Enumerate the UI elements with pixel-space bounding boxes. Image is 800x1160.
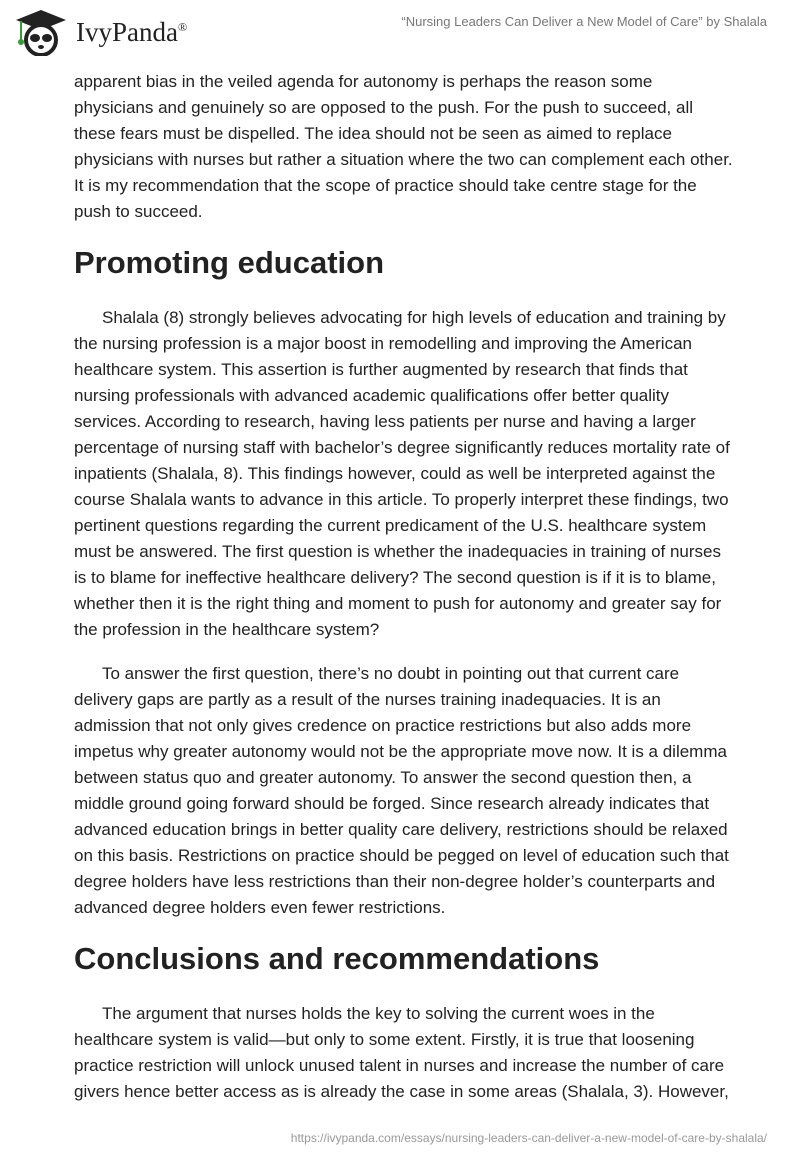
document-title: “Nursing Leaders Can Deliver a New Model of Care” by Shalala [401,14,767,29]
section-heading-conclusions: Conclusions and recommendations [74,941,600,976]
paragraph: The argument that nurses holds the key to solving the current woes in the healthcare system is valid—but only to some extent. Firstly, it is true that loosening practice restriction will unlock unused talent in nurses and increase the number of care givers hence better access as is already the case in some areas (Shalala, 3). However, [74,1004,729,1101]
paragraph: apparent bias in the veiled agenda for autonomy is perhaps the reason some physicians and genuinely so are opposed to the push. For the push to succeed, all these fears must be dispelled. The idea should not be seen as aimed to replace physicians with nurses but rather a situation where the two can complement each other. It is my recommendation that the scope of practice should take centre stage for the push to succeed. [74,72,733,221]
panda-graduate-icon [12,8,70,56]
paragraph: To answer the first question, there’s no doubt in pointing out that current care delivery gaps are partly as a result of the nurses training inadequacies. It is an admission that not only gives credence on practice restrictions but also adds more impetus why greater autonomy would not be the appropriate move now. It is a dilemma between status quo and greater autonomy. To answer the second question then, a middle ground going forward should be forged. Since research already indicates that advanced education brings in better quality care delivery, restrictions should be relaxed on this basis. Restrictions on practice should be pegged on level of education such that degree holders have less restrictions than their non-degree holder’s counterparts and advanced degree holders even fewer restrictions. [74,664,729,917]
essay-body [74,69,734,1123]
paragraph: Shalala (8) strongly believes advocating for high levels of education and training by the nursing profession is a major boost in remodelling and improving the American healthcare system. This assertion is further augmented by research that finds that nursing professionals with advanced academic qualifications offer better quality services. According to research, having less patients per nurse and having a larger percentage of nursing staff with bachelor’s degree significantly reduces mortality rate of inpatients (Shalala, 8). This findings however, could as well be interpreted against the course Shalala wants to advance in this article. To properly interpret these findings, two pertinent questions regarding the current predicament of the U.S. healthcare system must be answered. The first question is whether the inadequacies in training of nurses is to blame for ineffective healthcare delivery? The second question is if it is to blame, whether then it is the right thing and moment to push for autonomy and greater say for the profession in the healthcare system? [74,308,730,639]
ivypanda-logo[interactable] [12,8,187,56]
source-url[interactable]: https://ivypanda.com/essays/nursing-leaders-can-deliver-a-new-model-of-care-by-shalala/ [290,1131,767,1145]
section-heading-promoting-education: Promoting education [74,245,384,280]
page-header [0,0,800,60]
logo-text: IvyPanda® [76,16,188,47]
